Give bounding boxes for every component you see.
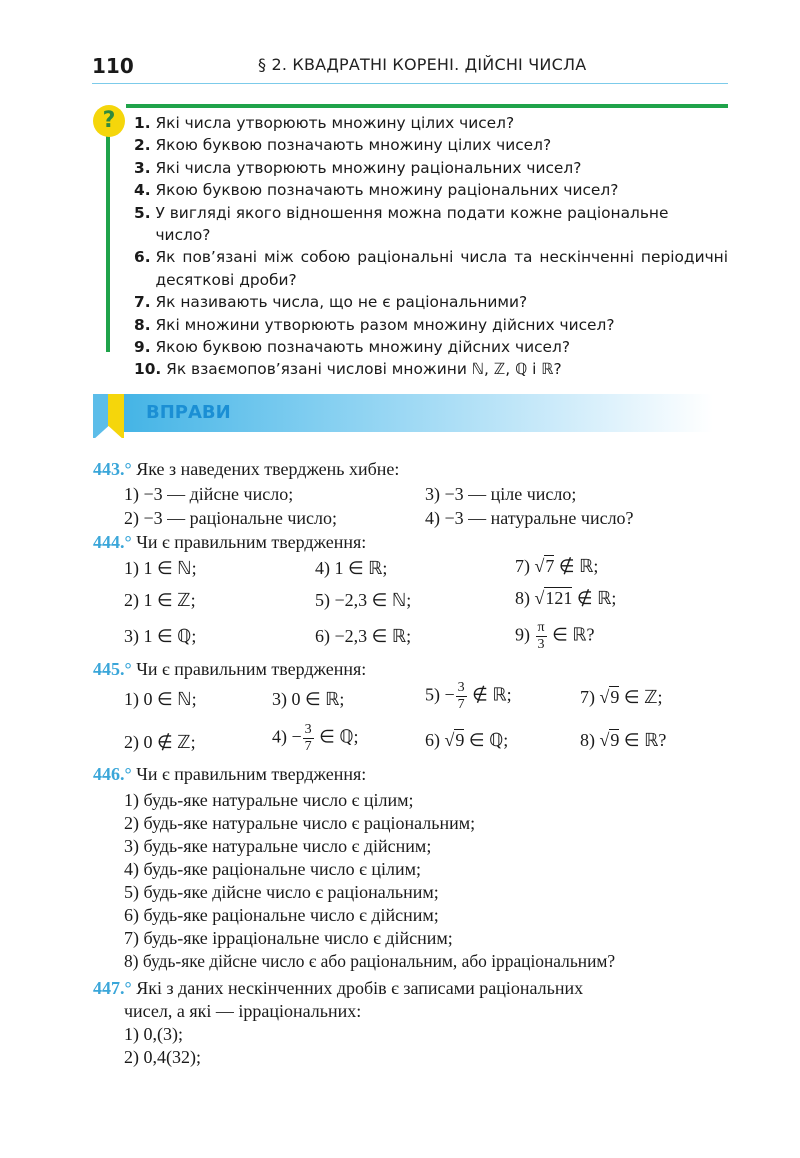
problem-number: 444.° — [93, 532, 132, 552]
question-item: 6. Як пов’язані між собою раціональні числа та нескінченні періодичні десяткові дроби? — [134, 248, 728, 289]
question-item: 4. Якою буквою позначають множину раціональних чисел? — [134, 181, 619, 200]
question-icon: ? — [93, 105, 125, 137]
problem-444-prompt: 444.° Чи є правильним твердження: — [93, 532, 367, 552]
problem-446-prompt: 446.° Чи є правильним твердження: — [93, 764, 367, 784]
problem-number: 447.° — [93, 978, 132, 998]
option: 7) будь-яке ірраціональне число є дійсним; — [124, 928, 453, 948]
section-title: § 2. КВАДРАТНІ КОРЕНІ. ДІЙСНІ ЧИСЛА — [258, 55, 587, 74]
question-item: 7. Як називають числа, що не є раціональними? — [134, 293, 528, 312]
option: 1) 0,(3); — [124, 1024, 183, 1044]
option: 6) √9 ∈ ℚ; — [425, 730, 509, 750]
problem-443-prompt: 443.° Яке з наведених тверджень хибне: — [93, 459, 400, 479]
question-item: 2. Якою буквою позначають множину цілих чисел? — [134, 136, 552, 155]
option: 2) 0,4(32); — [124, 1047, 201, 1067]
option: 4) 1 ∈ ℝ; — [315, 558, 388, 578]
option: 7) √7 ∉ ℝ; — [515, 556, 599, 576]
option: 8) √9 ∈ ℝ? — [580, 730, 667, 750]
questions-top-rule — [126, 104, 728, 108]
question-item: 1. Які числа утворюють множину цілих чисел? — [134, 114, 515, 132]
problem-number: 443.° — [93, 459, 132, 479]
review-questions — [134, 112, 728, 381]
problem-447-prompt-cont: чисел, а які — ірраціональних: — [124, 1001, 362, 1021]
option: 1) 0 ∈ ℕ; — [124, 689, 197, 709]
problem-445-prompt: 445.° Чи є правильним твердження: — [93, 659, 367, 679]
option: 3) будь-яке натуральне число є дійсним; — [124, 836, 432, 856]
option: 4) − $\frac{3}{7}$ ∈ ℚ; — [272, 722, 359, 754]
problem-number: 445.° — [93, 659, 132, 679]
option: 2) 1 ∈ ℤ; — [124, 590, 196, 610]
option: 9) $\frac{\pi}{3}$ ∈ ℝ? — [515, 620, 595, 652]
question-item: 3. Які числа утворюють множину раціональних чисел? — [134, 158, 582, 177]
problem-447-prompt: 447.° Які з даних нескінченних дробів є записами раціональних — [93, 978, 584, 998]
option: 8) будь-яке дійсне число є або раціональним, або ірраціональним? — [124, 951, 616, 971]
option: 5) −2,3 ∈ ℕ; — [315, 590, 412, 610]
problem-number: 446.° — [93, 764, 132, 784]
question-item: 9. Якою буквою позначають множину дійсних чисел? — [134, 338, 571, 357]
questions-left-rule — [106, 136, 110, 352]
option: 5) будь-яке дійсне число є раціональним; — [124, 882, 439, 902]
question-item: 5. У вигляді якого відношення можна подати кожне раціональне число? — [134, 203, 669, 245]
option: 7) √9 ∈ ℤ; — [580, 687, 663, 707]
option: 8) √121 ∉ ℝ; — [515, 588, 617, 608]
question-item: 8. Які множини утворюють разом множину дійсних чисел? — [134, 315, 615, 334]
option: 3) −3 — ціле число; — [425, 484, 577, 504]
option: 4) будь-яке раціональне число є цілим; — [124, 859, 421, 879]
option: 3) 0 ∈ ℝ; — [272, 689, 345, 709]
option: 6) −2,3 ∈ ℝ; — [315, 626, 412, 646]
option: 1) −3 — дійсне число; — [124, 484, 294, 504]
page-number: 110 — [92, 54, 134, 78]
option: 1) будь-яке натуральне число є цілим; — [124, 790, 414, 810]
exercises-heading: ВПРАВИ — [146, 402, 231, 423]
option: 4) −3 — натуральне число? — [425, 508, 634, 528]
question-item: 10. Як взаємопов’язані числові множини ℕ, ℤ, ℚ і ℝ? — [134, 360, 562, 379]
option: 2) −3 — раціональне число; — [124, 508, 338, 528]
option: 5) − $\frac{3}{7}$ ∉ ℝ; — [425, 680, 512, 712]
option: 6) будь-яке раціональне число є дійсним; — [124, 905, 439, 925]
option: 1) 1 ∈ ℕ; — [124, 558, 197, 578]
option: 2) 0 ∉ ℤ; — [124, 732, 196, 752]
header-divider — [92, 83, 728, 84]
option: 3) 1 ∈ ℚ; — [124, 626, 197, 646]
option: 2) будь-яке натуральне число є раціональним; — [124, 813, 476, 833]
